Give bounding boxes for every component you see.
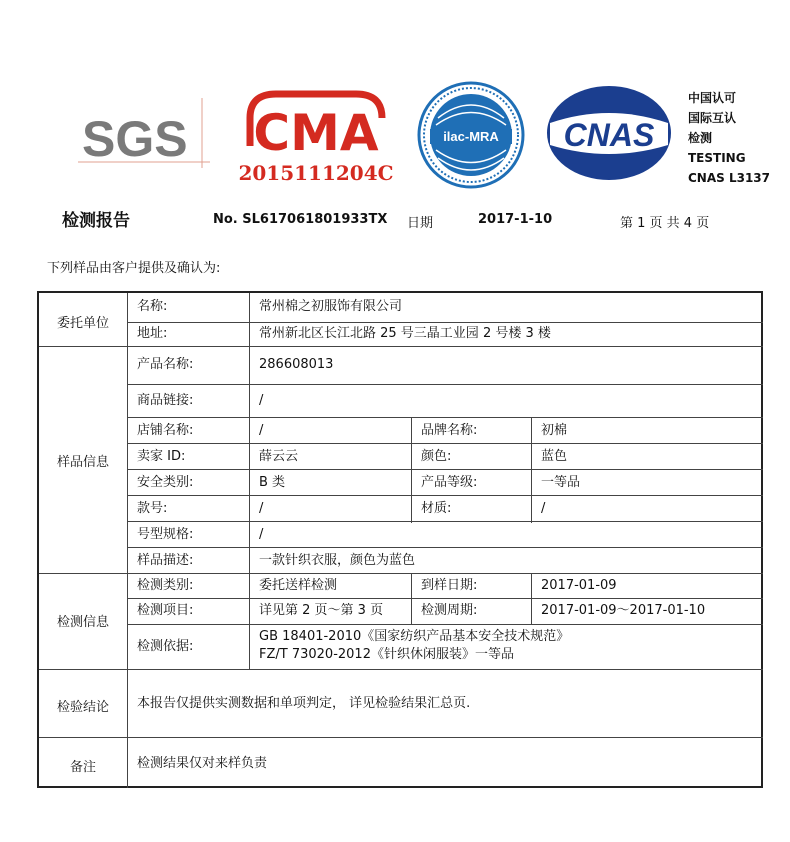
cert-line: 中国认可 (688, 91, 737, 105)
seller-label: 卖家 ID: (137, 449, 186, 464)
remark-text: 检测结果仅对来样负责 (137, 756, 268, 771)
cert-line: 国际互认 (688, 111, 737, 125)
intro-text: 下列样品由客户提供及确认为: (47, 261, 221, 276)
shop: / (259, 423, 264, 438)
report-date: 2017-1-10 (478, 212, 553, 227)
cert-line: CNAS L3137 (688, 171, 771, 185)
conclusion-text: 本报告仅提供实测数据和单项判定， 详见检验结果汇总页. (137, 696, 471, 711)
cma-number: 2015111204C (238, 161, 394, 185)
test-period: 2017-01-09～2017-01-10 (541, 603, 706, 618)
grade: 一等品 (541, 475, 581, 490)
brand: 初棉 (541, 423, 568, 438)
safety: B 类 (259, 475, 286, 490)
product-name: 286608013 (259, 357, 334, 372)
grade-label: 产品等级: (421, 475, 478, 490)
test-basis-line-1: GB 18401-2010《国家纺织产品基本安全技术规范》 (259, 629, 570, 644)
desc-label: 样品描述: (137, 553, 194, 568)
safety-label: 安全类别: (137, 475, 194, 490)
test-type: 委托送样检测 (259, 578, 338, 593)
seller: 薛云云 (259, 449, 299, 464)
style-label: 款号: (137, 501, 168, 516)
arrival-date: 2017-01-09 (541, 578, 617, 593)
sgs-logo-text: SGS (82, 111, 188, 167)
client-name-label: 名称: (137, 299, 168, 314)
test-basis-label: 检测依据: (137, 639, 194, 654)
cnas-logo-text: CNAS (563, 117, 655, 153)
test-basis-line-2: FZ/T 73020-2012《针织休闲服装》一等品 (259, 647, 514, 662)
client-name: 常州棉之初服饰有限公司 (259, 299, 403, 314)
client-address: 常州新北区长江北路 25 号三晶工业园 2 号楼 3 楼 (259, 326, 551, 341)
cnas-logo (546, 85, 672, 181)
client-address-label: 地址: (137, 326, 168, 341)
cert-line: 检测 (688, 131, 713, 145)
page-indicator: 第 1 页 共 4 页 (620, 216, 710, 231)
color: 蓝色 (541, 449, 568, 464)
material-label: 材质: (421, 501, 452, 516)
arrival-label: 到样日期: (421, 578, 478, 593)
section-conclusion: 检验结论 (56, 700, 109, 715)
test-period-label: 检测周期: (421, 603, 478, 618)
desc: 一款针织衣服，颜色为蓝色 (259, 553, 416, 568)
product-name-label: 产品名称: (137, 357, 194, 372)
section-client: 委托单位 (56, 316, 109, 331)
color-label: 颜色: (421, 449, 452, 464)
test-type-label: 检测类别: (137, 578, 194, 593)
model: / (259, 527, 264, 542)
product-link: / (259, 393, 264, 408)
section-remark: 备注 (69, 760, 96, 775)
report-title: 检测报告 (62, 211, 130, 231)
section-sample: 样品信息 (56, 455, 109, 470)
product-link-label: 商品链接: (137, 393, 194, 408)
cma-logo (236, 88, 396, 188)
ilac-logo-text: ilac-MRA (443, 129, 499, 144)
test-items: 详见第 2 页～第 3 页 (259, 603, 384, 618)
date-label: 日期 (407, 216, 434, 231)
cma-logo-text: CMA (253, 104, 379, 162)
shop-label: 店铺名称: (137, 423, 194, 438)
cnas-certification-lines (688, 88, 770, 188)
style: / (259, 501, 264, 516)
model-label: 号型规格: (137, 527, 194, 542)
ilac-mra-logo (416, 80, 526, 190)
cert-line: TESTING (688, 151, 746, 165)
material: / (541, 501, 546, 516)
section-testing: 检测信息 (56, 615, 109, 630)
report-info-table (37, 291, 763, 788)
test-items-label: 检测项目: (137, 603, 194, 618)
brand-label: 品牌名称: (421, 423, 478, 438)
report-number: No. SL617061801933TX (213, 212, 388, 227)
sgs-logo (78, 98, 210, 168)
